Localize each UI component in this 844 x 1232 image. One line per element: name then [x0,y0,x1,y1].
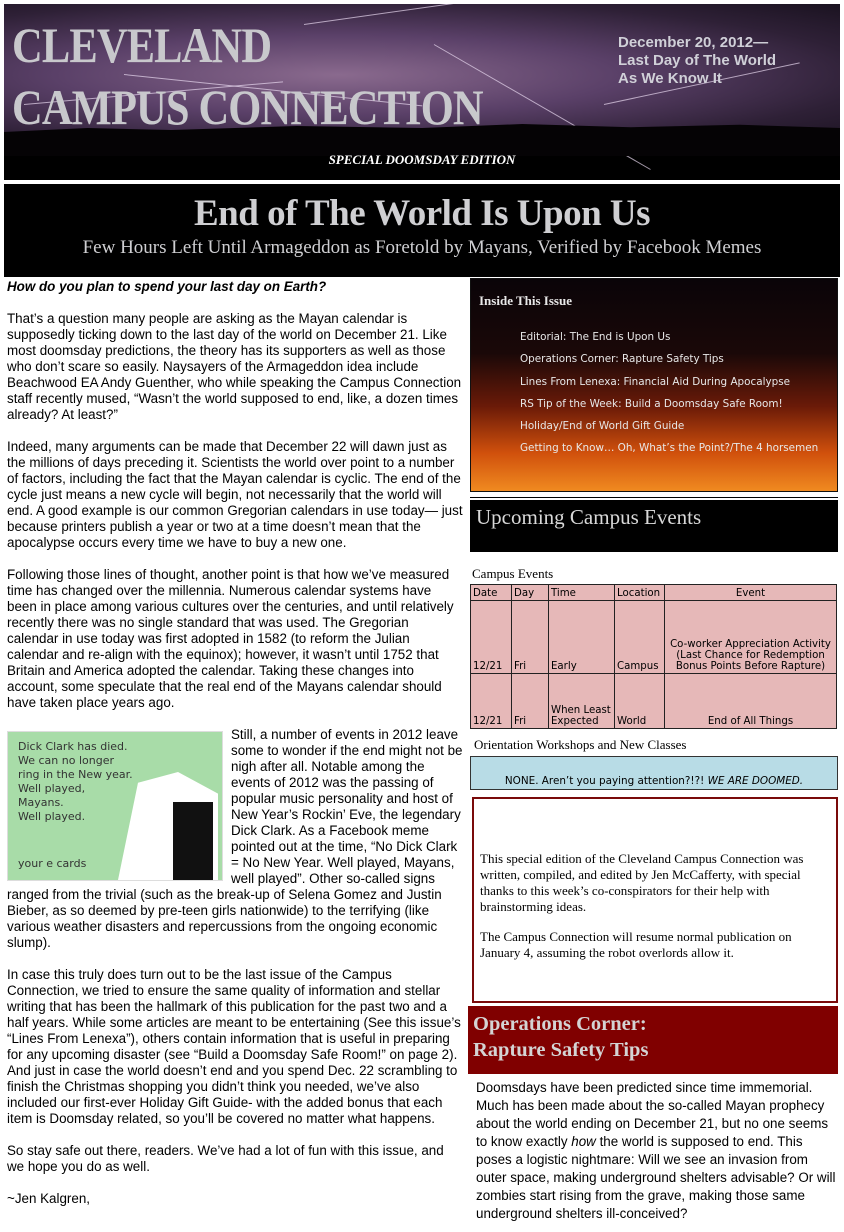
table-row [471,674,837,729]
ecard-text: Dick Clark has died. We can no longer ring in the New year. Well played, Mayans. Well played. [18,740,133,823]
table-cell: End of All Things [665,674,837,729]
orientation-label: Orientation Workshops and New Classes [474,737,687,752]
party-couple-illustration [118,772,218,880]
contents-item[interactable]: Holiday/End of World Gift Guide [520,420,685,433]
headline-title: End of The World Is Upon Us [193,193,651,234]
dateline-line: Last Day of The World [618,52,777,69]
article-paragraph: So stay safe out there, readers. We’ve had a lot of fun with this issue, and we hope you do as well. [7,1143,444,1174]
contents-list [520,331,818,465]
article-lead-question: How do you plan to spend your last day on Earth? [7,279,327,294]
credits-box [472,797,838,1003]
credits-paragraph: The Campus Connection will resume normal publication on January 4, assuming the robot overlords allow it. [480,929,792,960]
edition-label: SPECIAL DOOMSDAY EDITION [328,152,516,167]
upcoming-events-header: Upcoming Campus Events [470,500,838,552]
column-header: Time [549,585,615,601]
dateline [618,34,818,88]
ops-text: Doomsdays have been predicted since time immemorial. Much has been made about the so-called Mayan prophecy about the world ending on December 21, but no one seems to know exactly [476,1080,829,1149]
ops-title-line: Operations Corner: [473,1013,647,1035]
headline-banner [4,184,840,277]
operations-body [476,1079,838,1223]
table-cell: When Least Expected [549,674,615,729]
table-cell: Fri [512,601,549,674]
table-cell: Fri [512,674,549,729]
table-cell: Campus [615,601,665,674]
column-header: Day [512,585,549,601]
ops-text: the world is supposed to end. This poses a logistic nightmare: Will we see an invasion from outer space, making underground shelters advisable? Or will zombies start rising from the grave, making those same underground shelters ill-conceived? [476,1134,836,1221]
contents-item[interactable]: Editorial: The End is Upon Us [520,331,671,343]
credits-paragraph: This special edition of the Cleveland Campus Connection was written, compiled, and edited by Jen McCafferty, with special thanks to this week’s co-conspirators for their help with brainstorming ideas. [480,851,804,914]
ops-title-line: Rapture Safety Tips [473,1039,649,1061]
events-table [470,584,837,729]
table-cell: 12/21 [471,601,512,674]
ecard-image [7,731,223,881]
contents-item[interactable]: Getting to Know… Oh, What’s the Point?/The 4 horsemen [520,442,819,455]
table-header-row [471,585,837,601]
notice-text: NONE. Aren’t you paying attention?!?! [504,775,708,787]
ecard-logo: your e cards [18,857,87,870]
main-article [7,279,463,1223]
operations-corner-header [468,1006,838,1074]
dateline-line: As We Know It [618,70,722,87]
table-cell: Co-worker Appreciation Activity (Last Chance for Redemption Bonus Points Before Rapture) [665,601,837,674]
divider [470,497,838,498]
column-header: Event [665,585,837,601]
campus-events-label: Campus Events [472,566,554,581]
table-cell: World [615,674,665,729]
article-paragraph: Following those lines of thought, another point is that how we’ve measured time has changed over the millennia. Numerous calendar systems have been in place among various cultures over the centuries, and until relatively recently there was no single standard that was used. The Gregorian calendar in use today was first adopted in 1582 (to reform the Julian calendar and re-align with the equinox); however, it wasn’t until 1752 that Britain and America adopted the calendar. Taking these changes into account, some speculate that the real end of the Mayans calendar should have taken place years ago. [7,567,454,710]
column-header: Location [615,585,665,601]
headline-subtitle: Few Hours Left Until Armageddon as Foretold by Mayans, Verified by Facebook Memes [82,237,762,258]
masthead [4,4,840,180]
table-row [471,601,837,674]
table-cell: 12/21 [471,674,512,729]
column-header: Date [471,585,512,601]
masthead-title-line1: CLEVELAND [12,17,272,73]
inside-title: Inside This Issue [479,293,572,308]
article-paragraph: That’s a question many people are asking as the Mayan calendar is supposedly ticking down to the last day of the world on December 21. Like most doomsday predictions, the theory has its supporters as well as those who don’t scare so easily. Naysayers of the Armageddon idea include Beachwood EA Andy Guenther, who while speaking the Campus Connection staff recently mused, “Wasn’t the world supposed to end, like, a dozen times already? At least?” [7,311,462,422]
inside-this-issue-box [470,278,838,492]
dateline-line: December 20, 2012— [618,34,769,51]
ops-emphasis: how [571,1134,596,1149]
contents-item[interactable]: RS Tip of the Week: Build a Doomsday Safe Room! [520,397,783,410]
orientation-notice [470,756,838,790]
contents-item[interactable]: Lines From Lenexa: Financial Aid During Apocalypse [520,375,791,388]
article-paragraph: In case this truly does turn out to be the last issue of the Campus Connection, we tried to ensure the same quality of information and stellar writing that has been the hallmark of this publication for the past two and a half years. While some articles are meant to be entertaining (See this issue’s “Lines From Lenexa”), others contain information that is useful in preparing for any upcoming disaster (see “Build a Doomsday Safe Room!” on page 2). And just in case the world doesn’t end and you spend Dec. 22 scrambling to finish the Christmas shopping you didn’t think you needed, we’ve also included our first-ever Holiday Gift Guide- with the added bonus that each item is Doomsday related, so you’ll be covered no matter what happens. [7,967,461,1126]
article-paragraph: Indeed, many arguments can be made that December 22 will dawn just as the millions of days preceding it. Scientists the world over point to a number of factors, including the fact that the Mayan calendar is cyclic. The end of the cycle just means a new cycle will begin, not necessarily that the world will end. A good example is our common Gregorian calendars in use today— just because printers publish a year or two at a time doesn’t mean that the apocalypse occurs every time we have to buy a new one. [7,439,463,550]
article-signature: ~Jen Kalgren, [7,1191,91,1206]
article-paragraph: Still, a number of events in 2012 leave some to wonder if the end might not be nigh after all. Notable among the events of 2012 was the passing of popular music personality and host of New Year’s Rockin’ Eve, the legendary Dick Clark. As a Facebook meme pointed out at the time, “No Dick Clark = No New Year. Well played, Mayans, well played”. Other so-called signs ranged from the trivial (such as the break-up of Selena Gomez and Justin Bieber, as so deemed by pre-teen girls nationwide) to the terrifying (like various weather disasters and repercussions from the ongoing economic slump). [7,727,463,950]
notice-emphasis: WE ARE DOOMED. [707,775,804,787]
masthead-title-line2: CAMPUS CONNECTION [12,79,483,135]
contents-item[interactable]: Operations Corner: Rapture Safety Tips [520,353,724,366]
table-cell: Early [549,601,615,674]
